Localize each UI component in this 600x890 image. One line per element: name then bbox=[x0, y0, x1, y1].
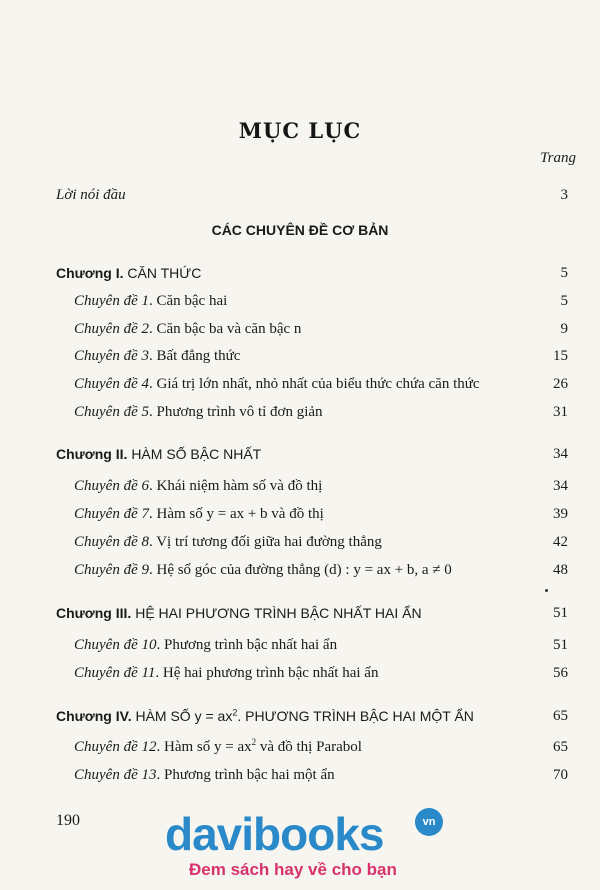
logo-vn-badge: vn bbox=[415, 808, 443, 836]
toc-chapter-4[interactable] bbox=[0, 705, 600, 727]
toc-page-number: 51 bbox=[553, 605, 568, 621]
chapter-label: Chương IV. HÀM SỐ $y = ax^2$. PHƯƠNG TRÌNH BẬC HAI MỘT ẨN bbox=[56, 707, 474, 724]
toc-topic-4[interactable]: Chuyên đề 4. Giá trị lớn nhất, nhỏ nhất của biểu thức chứa căn thức 26 bbox=[74, 376, 568, 392]
toc-topic-2[interactable]: Chuyên đề 2. Căn bậc ba và căn bậc n 9 bbox=[74, 321, 568, 337]
logo-slogan: Đem sách hay về cho bạn bbox=[189, 860, 397, 879]
toc-page-number: 34 bbox=[553, 446, 568, 462]
toc-topic-7[interactable]: Chuyên đề 7. Hàm số y = ax + b và đồ thị 39 bbox=[74, 506, 568, 522]
page-title: MỤC LỤC bbox=[238, 118, 362, 143]
logo-wordmark: davibooks bbox=[165, 808, 384, 860]
toc-intro-row[interactable] bbox=[0, 184, 600, 206]
toc-chapter-1[interactable] bbox=[0, 262, 600, 284]
toc-page-number: 5 bbox=[560, 265, 568, 281]
toc-topic-8[interactable]: Chuyên đề 8. Vị trí tương đối giữa hai đường thẳng 42 bbox=[74, 534, 568, 550]
toc-topic-1[interactable]: Chuyên đề 1. Căn bậc hai 5 bbox=[74, 293, 568, 309]
chapter-label: Chương II. HÀM SỐ BẬC NHẤT bbox=[56, 446, 262, 462]
toc-chapter-3[interactable] bbox=[0, 602, 600, 624]
toc-intro-label: Lời nói đầu bbox=[56, 187, 126, 203]
footer-page-number: 190 bbox=[56, 812, 80, 829]
toc-page-number: 3 bbox=[560, 187, 568, 203]
toc-topic-9[interactable]: Chuyên đề 9. Hệ số góc của đường thẳng (d) : y = ax + b, a ≠ 0 48 bbox=[74, 562, 568, 578]
toc-topic-3[interactable]: Chuyên đề 3. Bất đẳng thức 15 bbox=[74, 348, 568, 364]
section-title: CÁC CHUYÊN ĐỀ CƠ BẢN bbox=[211, 222, 389, 238]
chapter-label: Chương III. HỆ HAI PHƯƠNG TRÌNH BẬC NHẤT HAI ẨN bbox=[56, 605, 422, 621]
page-column-header: Trang bbox=[540, 150, 576, 166]
print-speck bbox=[545, 589, 548, 592]
toc-topic-10[interactable]: Chuyên đề 10. Phương trình bậc nhất hai ẩn 51 bbox=[74, 637, 568, 653]
toc-page-number: 65 bbox=[553, 708, 568, 724]
toc-chapter-2[interactable] bbox=[0, 443, 600, 465]
toc-topic-12[interactable]: Chuyên đề 12. Hàm số $y = ax^2$ và đồ thị Parabol 65 bbox=[74, 737, 568, 755]
chapter-label: Chương I. CĂN THỨC bbox=[56, 265, 202, 281]
davibooks-logo[interactable] bbox=[165, 808, 465, 888]
toc-topic-13[interactable]: Chuyên đề 13. Phương trình bậc hai một ẩn 70 bbox=[74, 767, 568, 783]
toc-topic-6[interactable]: Chuyên đề 6. Khái niệm hàm số và đồ thị 34 bbox=[74, 478, 568, 494]
toc-topic-11[interactable]: Chuyên đề 11. Hệ hai phương trình bậc nhất hai ẩn 56 bbox=[74, 665, 568, 681]
toc-topic-5[interactable]: Chuyên đề 5. Phương trình vô tỉ đơn giản 31 bbox=[74, 404, 568, 420]
